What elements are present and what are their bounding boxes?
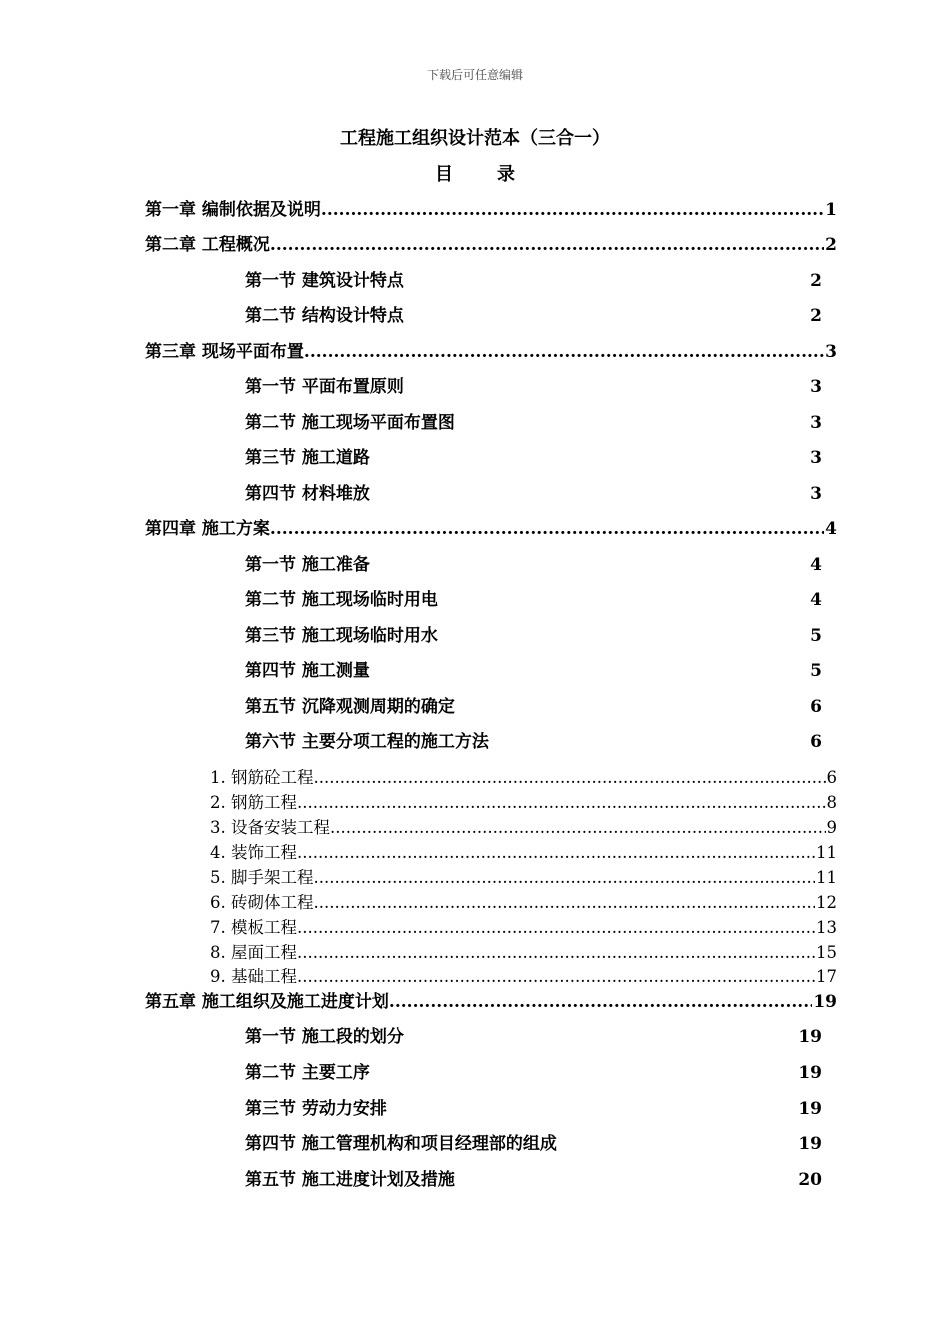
toc-entry-page-number: 11 [816, 868, 837, 887]
toc-entry-label: 3. 设备安装工程 [210, 818, 330, 837]
toc-item-entry[interactable] [210, 839, 837, 861]
toc-section-entry[interactable] [245, 1058, 822, 1082]
toc-entry-label: 第五章 施工组织及施工进度计划 [145, 992, 389, 1012]
dot-leader [314, 893, 816, 912]
toc-entry-page-number: 2 [825, 235, 837, 255]
toc-section-entry[interactable] [245, 550, 822, 574]
toc-chapter-entry[interactable] [145, 337, 837, 361]
header-note: 下载后可任意编辑 [426, 68, 523, 82]
toc-entry-label: 4. 装饰工程 [210, 843, 297, 862]
dot-leader [270, 519, 824, 539]
toc-entry-label: 第四节 施工测量 [245, 661, 370, 681]
toc-chapter-entry[interactable] [145, 987, 837, 1011]
toc-section-entry[interactable] [245, 1094, 822, 1118]
document-title: 工程施工组织设计范本（三合一） [340, 128, 610, 149]
toc-entry-page-number: 19 [813, 992, 837, 1012]
toc-entry-label: 2. 钢筋工程 [210, 793, 297, 812]
toc-entry-label: 第三节 施工现场临时用水 [245, 626, 438, 646]
toc-item-entry[interactable] [210, 914, 837, 936]
dot-leader [297, 843, 815, 862]
toc-entry-page-number: 19 [798, 1063, 822, 1083]
toc-entry-label: 第四章 施工方案 [145, 519, 270, 539]
dot-leader [314, 768, 826, 787]
toc-entry-page-number: 6 [810, 732, 822, 752]
toc-entry-page-number: 6 [826, 768, 837, 787]
toc-heading-char-2: 录 [497, 164, 515, 185]
toc-entry-label: 第四节 材料堆放 [245, 484, 370, 504]
toc-entry-label: 第四节 施工管理机构和项目经理部的组成 [245, 1134, 557, 1154]
toc-entry-page-number: 2 [810, 306, 822, 326]
toc-entry-label: 第二节 施工现场平面布置图 [245, 413, 455, 433]
toc-item-entry[interactable] [210, 814, 837, 836]
toc-entry-label: 第二节 主要工序 [245, 1063, 370, 1083]
toc-entry-page-number: 1 [825, 200, 837, 220]
dot-leader [389, 992, 812, 1012]
dot-leader [321, 200, 824, 220]
toc-entry-page-number: 5 [810, 661, 822, 681]
toc-section-entry[interactable] [245, 727, 822, 751]
toc-entry-label: 7. 模板工程 [210, 918, 297, 937]
toc-entry-page-number: 9 [826, 818, 837, 837]
toc-entry-label: 第五节 施工进度计划及措施 [245, 1170, 455, 1190]
toc-item-entry[interactable] [210, 789, 837, 811]
toc-entry-page-number: 3 [810, 448, 822, 468]
toc-entry-page-number: 2 [810, 271, 822, 291]
toc-entry-label: 第三章 现场平面布置 [145, 342, 304, 362]
toc-entry-page-number: 15 [816, 943, 837, 962]
dot-leader [297, 943, 815, 962]
toc-section-entry[interactable] [245, 479, 822, 503]
toc-item-entry[interactable] [210, 864, 837, 886]
dot-leader [314, 868, 816, 887]
dot-leader [270, 235, 824, 255]
toc-section-entry[interactable] [245, 301, 822, 325]
toc-entry-page-number: 4 [810, 590, 822, 610]
dot-leader [297, 967, 815, 986]
toc-item-entry[interactable] [210, 764, 837, 786]
toc-entry-label: 第二节 结构设计特点 [245, 306, 404, 326]
toc-entry-label: 第一节 平面布置原则 [245, 377, 404, 397]
toc-heading-char-1: 目 [435, 164, 453, 185]
toc-entry-label: 第三节 劳动力安排 [245, 1099, 387, 1119]
toc-entry-label: 1. 钢筋砼工程 [210, 768, 314, 787]
toc-entry-page-number: 19 [798, 1099, 822, 1119]
toc-entry-label: 第一章 编制依据及说明 [145, 200, 321, 220]
toc-entry-page-number: 6 [810, 697, 822, 717]
dot-leader [330, 818, 826, 837]
dot-leader [304, 342, 824, 362]
toc-entry-page-number: 4 [825, 519, 837, 539]
toc-item-entry[interactable] [210, 889, 837, 911]
toc-entry-page-number: 4 [810, 555, 822, 575]
toc-entry-page-number: 11 [816, 843, 837, 862]
toc-entry-label: 第一节 施工准备 [245, 555, 370, 575]
toc-entry-page-number: 5 [810, 626, 822, 646]
toc-chapter-entry[interactable] [145, 514, 837, 538]
toc-section-entry[interactable] [245, 656, 822, 680]
toc-section-entry[interactable] [245, 585, 822, 609]
toc-entry-page-number: 8 [826, 793, 837, 812]
toc-entry-label: 第一节 建筑设计特点 [245, 271, 404, 291]
toc-section-entry[interactable] [245, 621, 822, 645]
toc-entry-page-number: 3 [810, 484, 822, 504]
toc-entry-page-number: 3 [810, 377, 822, 397]
toc-section-entry[interactable] [245, 1129, 822, 1153]
toc-entry-page-number: 12 [816, 893, 837, 912]
toc-section-entry[interactable] [245, 443, 822, 467]
toc-entry-label: 第六节 主要分项工程的施工方法 [245, 732, 489, 752]
toc-section-entry[interactable] [245, 692, 822, 716]
toc-chapter-entry[interactable] [145, 230, 837, 254]
toc-entry-page-number: 3 [825, 342, 837, 362]
toc-entry-page-number: 19 [798, 1134, 822, 1154]
toc-section-entry[interactable] [245, 266, 822, 290]
toc-item-entry[interactable] [210, 963, 837, 985]
toc-entry-label: 第三节 施工道路 [245, 448, 370, 468]
toc-section-entry[interactable] [245, 1022, 822, 1046]
dot-leader [297, 918, 815, 937]
toc-section-entry[interactable] [245, 408, 822, 432]
toc-entry-label: 第五节 沉降观测周期的确定 [245, 697, 455, 717]
toc-entry-label: 8. 屋面工程 [210, 943, 297, 962]
toc-section-entry[interactable] [245, 1165, 822, 1189]
toc-entry-page-number: 17 [816, 967, 837, 986]
toc-entry-page-number: 19 [798, 1027, 822, 1047]
toc-entry-label: 第一节 施工段的划分 [245, 1027, 404, 1047]
dot-leader [297, 793, 826, 812]
toc-entry-page-number: 20 [798, 1170, 822, 1190]
toc-heading [0, 160, 950, 186]
toc-chapter-entry[interactable] [145, 195, 837, 219]
toc-entry-page-number: 13 [816, 918, 837, 937]
toc-entry-label: 5. 脚手架工程 [210, 868, 314, 887]
toc-entry-page-number: 3 [810, 413, 822, 433]
toc-item-entry[interactable] [210, 939, 837, 961]
toc-entry-label: 第二章 工程概况 [145, 235, 270, 255]
toc-entry-label: 9. 基础工程 [210, 967, 297, 986]
toc-section-entry[interactable] [245, 372, 822, 396]
toc-entry-label: 6. 砖砌体工程 [210, 893, 314, 912]
toc-entry-label: 第二节 施工现场临时用电 [245, 590, 438, 610]
